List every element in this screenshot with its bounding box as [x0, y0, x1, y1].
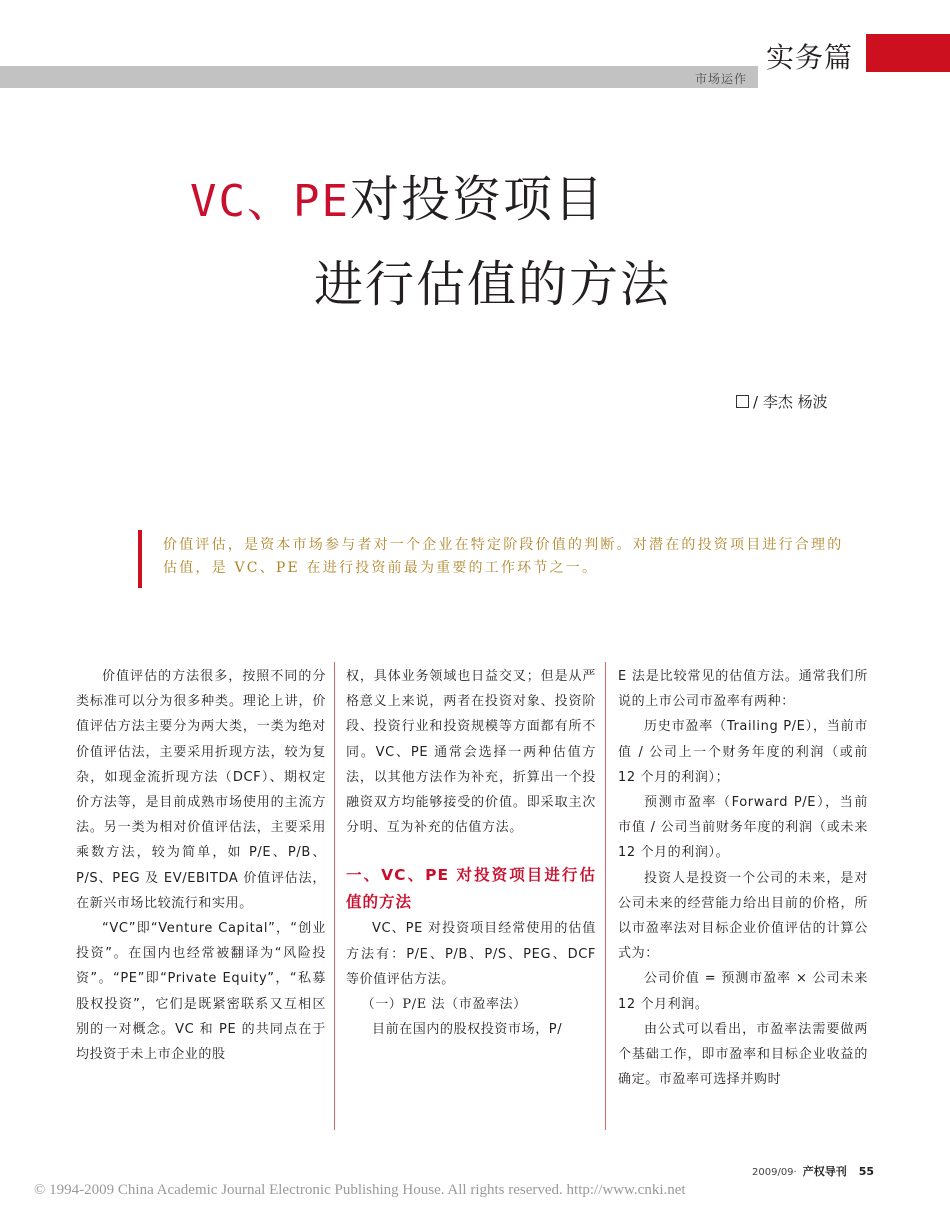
- article-title-line2: 进行估值的方法: [314, 256, 672, 313]
- page-footer: [752, 1163, 874, 1179]
- body-column-2: [346, 664, 596, 1042]
- category-label: 实务篇: [766, 41, 854, 74]
- article-title-line1: [190, 172, 605, 230]
- abstract: [138, 530, 858, 588]
- column-divider: [605, 662, 606, 1130]
- title-red-part: VC、PE: [190, 176, 350, 227]
- paragraph: “VC”即“Venture Capital”，“创业投资”。在国内也经常被翻译为“风险投资”。“PE”即“Private Equity”，“私募股权投资”，它们是既紧密联系又互相区别的一对概念。VC 和 PE 的共同点在于均投资于未上市企业的股: [76, 921, 326, 1063]
- paragraph: 公司价值 = 预测市盈率 × 公司未来 12 个月利润。: [618, 971, 868, 1012]
- subsection-heading: （一）P/E 法（市盈率法）: [361, 997, 527, 1013]
- paragraph: 目前在国内的股权投资市场，P/: [372, 1022, 563, 1038]
- header-band: [0, 66, 758, 88]
- paragraph: 历史市盈率（Trailing P/E），当前市值 / 公司上一个财务年度的利润（或前 12 个月的利润）；: [618, 719, 868, 785]
- journal-name: 产权导刊: [802, 1165, 847, 1178]
- body-column-1: [76, 664, 326, 1067]
- section-heading: 一、VC、PE 对投资项目进行估值的方法: [346, 866, 596, 912]
- issue-date: 2009/09·: [752, 1167, 797, 1178]
- paragraph: E 法是比较常见的估值方法。通常我们所说的上市公司市盈率有两种：: [618, 669, 868, 710]
- copyright-notice: © 1994-2009 China Academic Journal Electronic Publishing House. All rights reserved. http://www.cnki.net: [34, 1182, 686, 1198]
- column-divider: [334, 662, 335, 1130]
- abstract-text: 价值评估，是资本市场参与者对一个企业在特定阶段价值的判断。对潜在的投资项目进行合理的估值，是 VC、PE 在进行投资前最为重要的工作环节之一。: [163, 537, 844, 576]
- author-byline: [736, 391, 828, 412]
- header-red-block: [866, 34, 950, 72]
- paragraph: 价值评估的方法很多，按照不同的分类标准可以分为很多种类。理论上讲，价值评估方法主要分为两大类，一类为绝对价值评估法，主要采用折现方法，较为复杂，如现金流折现方法（DCF）、期权定价方法等，是目前成熟市场使用的主流方法。另一类为相对价值评估法，主要采用乘数方法，较为简单，如 P/E、P/B、P/S、PEG 及 EV/EBITDA 价值评估法，在新兴市场比较流行和实用。: [76, 669, 326, 911]
- paragraph: 预测市盈率（Forward P/E），当前市值 / 公司当前财务年度的利润（或未来 12 个月的利润）。: [618, 795, 868, 861]
- paragraph: 投资人是投资一个公司的未来，是对公司未来的经营能力给出目前的价格，所以市盈率法对目标企业价值评估的计算公式为：: [618, 870, 868, 962]
- page-number: 55: [858, 1165, 875, 1178]
- square-icon: [736, 395, 749, 408]
- paragraph: VC、PE 对投资项目经常使用的估值方法有：P/E、P/B、P/S、PEG、DCF 等价值评估方法。: [346, 921, 596, 987]
- body-column-3: [618, 664, 868, 1092]
- section-label: 市场运作: [695, 72, 748, 86]
- abstract-bar: [138, 530, 142, 588]
- paragraph: 由公式可以看出，市盈率法需要做两个基础工作，即市盈率和目标企业收益的确定。市盈率可选择并购时: [618, 1021, 868, 1088]
- paragraph: 权，具体业务领域也日益交叉；但是从严格意义上来说，两者在投资对象、投资阶段、投资行业和投资规模等方面都有所不同。VC、PE 通常会选择一两种估值方法，以其他方法作为补充，折算出一个投融资双方均能够接受的价值。即采取主次分明、互为补充的估值方法。: [346, 669, 596, 836]
- author-names: / 李杰 杨波: [753, 393, 828, 411]
- title-black-part: 对投资项目: [349, 171, 605, 228]
